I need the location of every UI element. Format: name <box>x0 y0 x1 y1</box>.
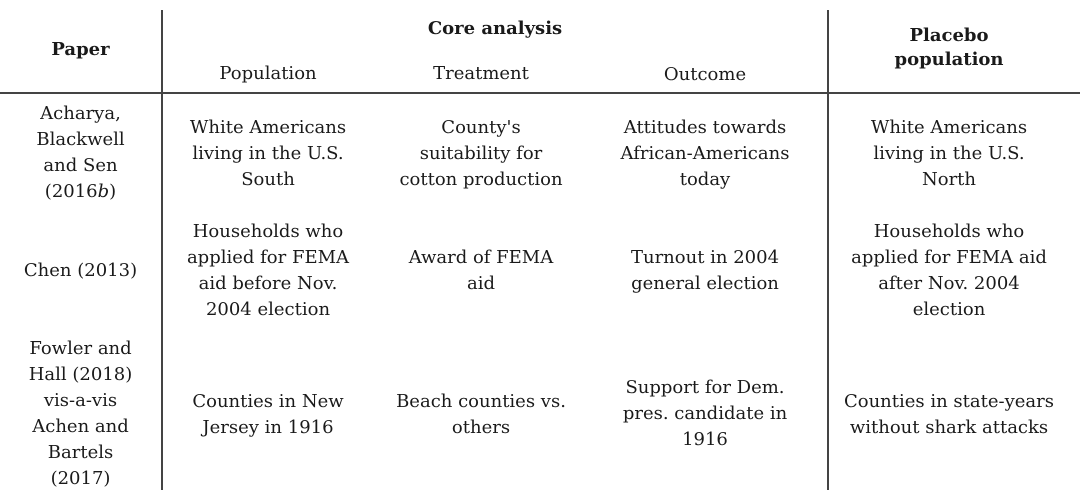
header-paper: Paper <box>51 39 110 60</box>
row1-placebo: White Americans living in the U.S. North <box>870 117 1028 190</box>
row1-paper <box>0 98 161 208</box>
row3-population: Counties in New Jersey in 1916 <box>192 391 344 438</box>
row1-population: White Americans living in the U.S. South <box>189 117 347 190</box>
row1-treatment: County's suitability for cotton production <box>399 117 563 190</box>
header-population: Population <box>219 63 317 84</box>
header-placebo-population: Placebo population <box>894 25 1004 70</box>
row2-placebo: Households who applied for FEMA aid after Nov. 2004 election <box>851 221 1047 320</box>
row3-paper: Fowler and Hall (2018) vis-a-vis Achen and Bartels (2017) <box>28 338 133 489</box>
header-outcome: Outcome <box>663 64 747 85</box>
row2-population: Households who applied for FEMA aid before Nov. 2004 election <box>186 221 350 320</box>
row1-outcome: Attitudes towards African-Americans today <box>620 117 790 190</box>
row3-placebo: Counties in state-years without shark attacks <box>843 391 1055 438</box>
row3-outcome: Support for Dem. pres. candidate in 1916 <box>622 377 788 450</box>
row1-paper-close: ) <box>109 181 117 202</box>
row3-treatment: Beach counties vs. others <box>396 391 566 438</box>
header-core-analysis: Core analysis <box>427 18 563 39</box>
row1-paper-suffix: b <box>97 181 110 202</box>
row1-paper-text: Acharya, Blackwell and Sen (2016 <box>36 103 125 202</box>
header-rule <box>0 92 1080 94</box>
header-treatment: Treatment <box>433 63 529 84</box>
row2-treatment: Award of FEMA aid <box>408 247 554 294</box>
row2-outcome: Turnout in 2004 general election <box>630 247 780 294</box>
row2-paper: Chen (2013) <box>23 260 138 281</box>
